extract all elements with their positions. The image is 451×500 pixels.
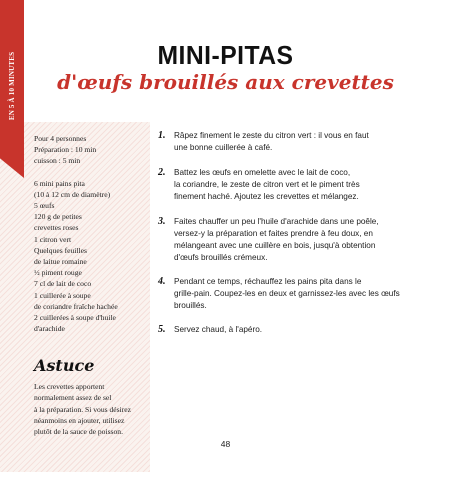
ingredient-line: 2 cuillerées à soupe d'huile [34, 313, 116, 323]
step-text [174, 167, 436, 203]
ingredient-line: 120 g de petites [34, 212, 82, 222]
tip-line: plutôt de la sauce de poisson. [34, 427, 123, 437]
step-text [174, 324, 436, 336]
step-number: 2. [158, 167, 166, 178]
step-line: Râpez finement le zeste du citron vert : il vous en faut [174, 131, 369, 140]
ingredient-line: de coriandre fraîche hachée [34, 301, 118, 311]
step-line: mélangeant avec une cuillère en bois, jusqu'à obtention [174, 241, 376, 250]
step-line: une bonne cuillerée à café. [174, 143, 273, 152]
prep-time-line: Préparation : 10 min [34, 145, 97, 155]
tip-line: à la préparation. Si vous désirez [34, 404, 131, 414]
step-line: Faites chauffer un peu l'huile d'arachide dans une poêle, [174, 217, 379, 226]
chapter-tab-label: EN 5 À 10 MINUTES [8, 51, 16, 121]
ingredient-line: 5 œufs [34, 201, 55, 211]
ingredient-line: ½ piment rouge [34, 268, 82, 278]
step-number: 4. [158, 276, 166, 287]
step-line: Pendant ce temps, réchauffez les pains pita dans le [174, 277, 362, 286]
ingredient-line: Quelques feuilles [34, 245, 87, 255]
ingredient-line: crevettes roses [34, 223, 79, 233]
ingredients-panel [34, 133, 146, 334]
page-number: 48 [220, 439, 231, 449]
step-line: la coriandre, le zeste de citron vert et le piment très [174, 180, 360, 189]
servings-line: Pour 4 personnes [34, 134, 87, 143]
recipe-subtitle: d'œufs brouillés aux crevettes [57, 70, 394, 94]
ingredient-line: d'arachide [34, 324, 65, 334]
step-text [174, 130, 436, 154]
step-number: 3. [158, 216, 166, 227]
tip-line: Les crevettes apportent [34, 382, 105, 391]
step-line: brouillés. [174, 301, 207, 310]
tip-line: normalement assez de sel [34, 393, 112, 403]
ingredient-line: 1 citron vert [34, 234, 72, 244]
step-line: finement haché. Ajoutez les crevettes et mélangez. [174, 192, 359, 201]
step-text [174, 276, 436, 312]
tip-body [34, 381, 146, 437]
ingredient-line: 7 cl de lait de coco [34, 279, 92, 289]
step-line: Battez les œufs en omelette avec le lait de coco, [174, 168, 351, 177]
tip-heading: Astuce [34, 356, 95, 375]
ingredient-line: (10 à 12 cm de diamètre) [34, 189, 111, 199]
step-line: Servez chaud, à l'apéro. [174, 325, 263, 334]
cook-time-line: cuisson : 5 min [34, 156, 81, 166]
step-text [174, 216, 436, 264]
recipe-title: MINI-PITAS [157, 40, 294, 70]
step-number: 1. [158, 130, 166, 141]
step-line: d'œufs brouillés crémeux. [174, 253, 268, 262]
step-line: grille-pain. Coupez-les en deux et garnissez-les avec les œufs [174, 289, 400, 298]
ingredient-line: 6 mini pains pita [34, 178, 85, 188]
ingredient-line: 1 cuillerée à soupe [34, 290, 91, 300]
tip-line: néanmoins en ajouter, utilisez [34, 415, 125, 425]
ingredient-line: de laitue romaine [34, 257, 87, 267]
step-number: 5. [158, 324, 166, 335]
step-line: versez-y la préparation et faites prendre à feu doux, en [174, 229, 373, 238]
